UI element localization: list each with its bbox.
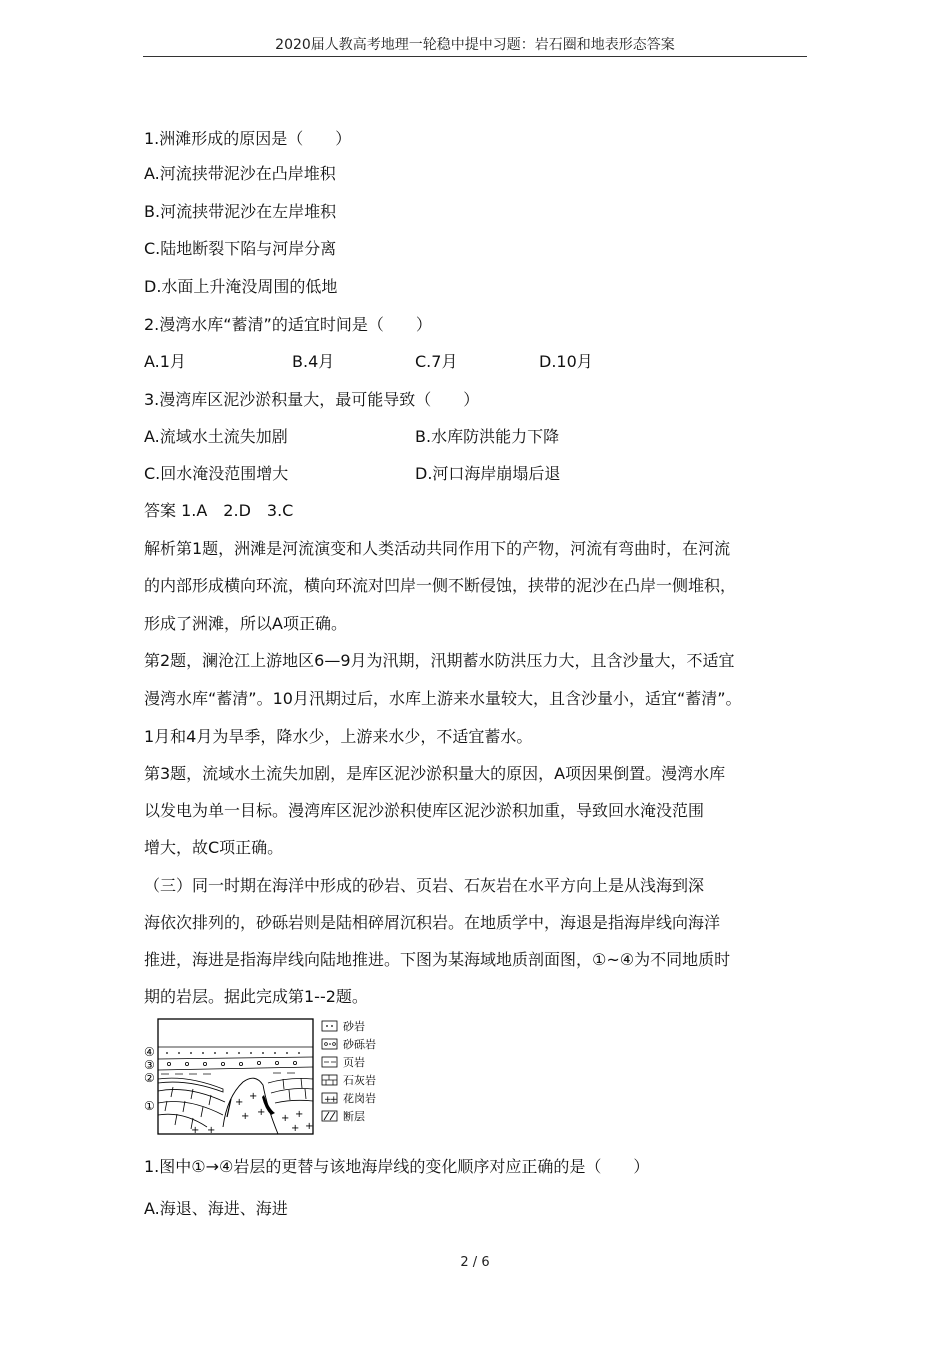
legend-conglomerate: 砂砾岩 <box>343 1038 376 1051</box>
section-intro-line: 期的岩层。据此完成第1--2题。 <box>144 987 368 1006</box>
legend-shale: 页岩 <box>343 1056 365 1069</box>
svg-text:+: + <box>207 1125 216 1136</box>
svg-text:+: + <box>241 1111 250 1122</box>
question-1-option-a: A.河流挟带泥沙在凸岸堆积 <box>144 164 336 183</box>
svg-text:+: + <box>191 1125 200 1136</box>
svg-text:+: + <box>257 1107 266 1118</box>
geologic-cross-section-figure <box>143 1017 393 1137</box>
svg-text:+: + <box>295 1109 304 1120</box>
svg-text:+: + <box>305 1121 314 1132</box>
layer-label-2: ② <box>144 1071 155 1085</box>
question-2-option-c: C.7月 <box>415 352 458 371</box>
analysis-line: 第2题，澜沧江上游地区6—9月为汛期，汛期蓄水防洪压力大，且含沙量大，不适宜 <box>144 651 735 670</box>
question-4-stem: 1.图中①→④岩层的更替与该地海岸线的变化顺序对应正确的是（ ） <box>144 1157 650 1176</box>
analysis-line: 增大，故C项正确。 <box>144 838 284 857</box>
question-1-stem: 1.洲滩形成的原因是（ ） <box>144 129 352 148</box>
question-2-option-b: B.4月 <box>292 352 335 371</box>
section-intro-line: 推进，海进是指海岸线向陆地推进。下图为某海域地质剖面图，①~④为不同地质时 <box>144 950 731 969</box>
question-3-option-a: A.流域水土流失加剧 <box>144 427 288 446</box>
svg-text:+: + <box>249 1091 258 1102</box>
question-3-option-b: B.水库防洪能力下降 <box>415 427 560 446</box>
question-2-option-a: A.1月 <box>144 352 186 371</box>
answer-line: 答案 1.A 2.D 3.C <box>144 501 294 520</box>
analysis-line: 的内部形成横向环流，横向环流对凹岸一侧不断侵蚀，挟带的泥沙在凸岸一侧堆积， <box>144 576 737 595</box>
section-frame <box>158 1019 313 1134</box>
page-header: 2020届人教高考地理一轮稳中提中习题：岩石圈和地表形态答案 <box>275 37 675 53</box>
layer-label-4: ④ <box>144 1045 155 1059</box>
question-3-option-d: D.河口海岸崩塌后退 <box>415 464 561 483</box>
analysis-line: 第3题，流域水土流失加剧，是库区泥沙淤积量大的原因，A项因果倒置。漫湾水库 <box>144 764 726 783</box>
svg-text:+: + <box>291 1123 300 1134</box>
legend-limestone: 石灰岩 <box>343 1074 376 1087</box>
legend-granite: 花岗岩 <box>343 1092 376 1105</box>
layer-label-3: ③ <box>144 1058 155 1072</box>
svg-text:+: + <box>330 1095 338 1105</box>
svg-text:+: + <box>235 1097 244 1108</box>
section-intro-line: （三）同一时期在海洋中形成的砂岩、页岩、石灰岩在水平方向上是从浅海到深 <box>144 876 705 895</box>
figure-legend <box>322 1019 376 1123</box>
question-3-option-c: C.回水淹没范围增大 <box>144 464 289 483</box>
question-2-stem: 2.漫湾水库“蓄清”的适宜时间是（ ） <box>144 315 432 334</box>
question-2-option-d: D.10月 <box>539 352 593 371</box>
question-3-stem: 3.漫湾库区泥沙淤积量大，最可能导致（ ） <box>144 390 480 409</box>
analysis-line: 以发电为单一目标。漫湾库区泥沙淤积使库区泥沙淤积加重，导致回水淹没范围 <box>144 801 705 820</box>
question-4-option-a: A.海退、海进、海进 <box>144 1199 288 1218</box>
analysis-line: 漫湾水库“蓄清”。10月汛期过后，水库上游来水量较大，且含沙量小，适宜“蓄清”。 <box>144 689 742 708</box>
page-number: 2 / 6 <box>460 1255 490 1270</box>
analysis-line: 解析第1题，洲滩是河流演变和人类活动共同作用下的产物，河流有弯曲时，在河流 <box>144 539 731 558</box>
question-1-option-d: D.水面上升淹没周围的低地 <box>144 277 338 296</box>
header-divider <box>143 56 807 57</box>
question-1-option-b: B.河流挟带泥沙在左岸堆积 <box>144 202 337 221</box>
legend-fault: 断层 <box>343 1110 365 1123</box>
layer-label-1: ① <box>144 1099 155 1113</box>
svg-text:+: + <box>281 1113 290 1124</box>
section-intro-line: 海依次排列的，砂砾岩则是陆相碎屑沉积岩。在地质学中，海退是指海岸线向海洋 <box>144 913 721 932</box>
legend-sandstone: 砂岩 <box>343 1020 365 1033</box>
question-1-option-c: C.陆地断裂下陷与河岸分离 <box>144 239 337 258</box>
svg-text:+: + <box>324 1095 332 1105</box>
analysis-line: 1月和4月为旱季，降水少，上游来水少，不适宜蓄水。 <box>144 727 533 746</box>
analysis-line: 形成了洲滩，所以A项正确。 <box>144 614 347 633</box>
